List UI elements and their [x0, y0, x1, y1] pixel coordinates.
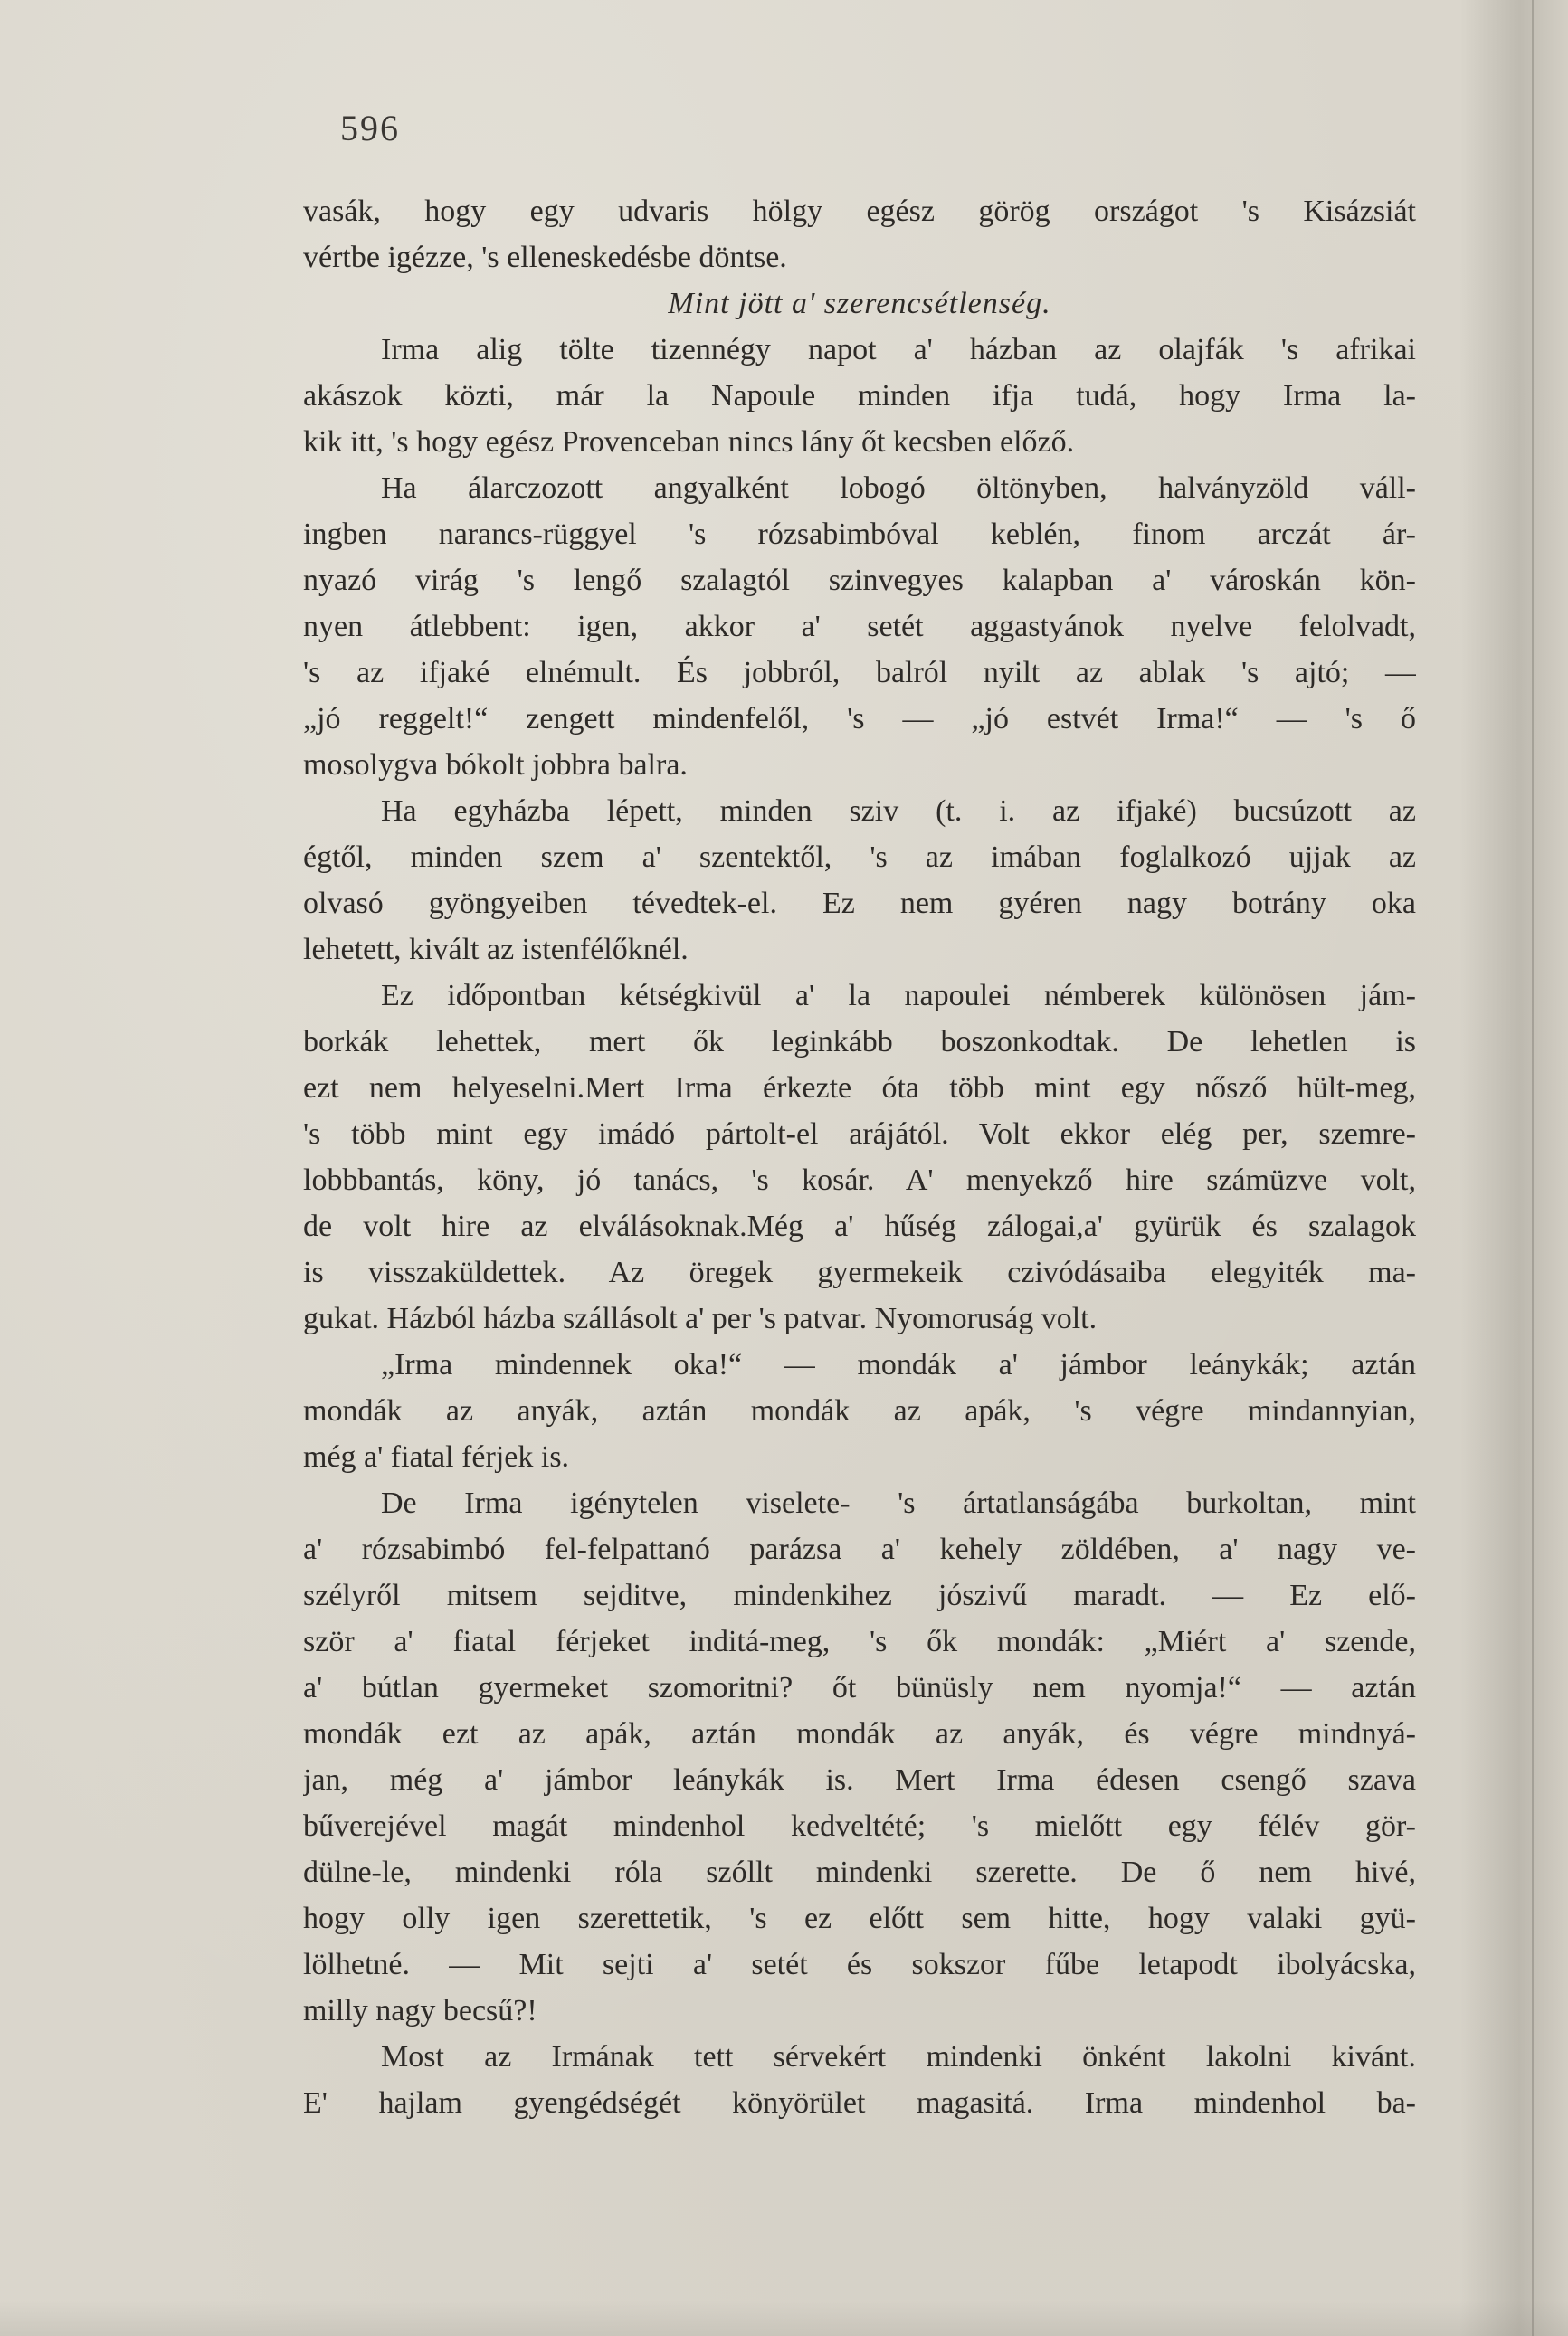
- page-number: 596: [340, 108, 400, 148]
- text-line: szélyről mitsem sejditve, mindenkihez jószivű maradt. — Ez elő-: [303, 1579, 1416, 1612]
- text-line: ször a' fiatal férjeket inditá-meg, 's ők mondák: „Miért a' szende,: [303, 1625, 1416, 1658]
- text-line: milly nagy becsű?!: [303, 1994, 537, 2027]
- body-text: [303, 188, 1416, 2126]
- text-line: ingben narancs-rüggyel 's rózsabimbóval keblén, finom arczát ár-: [303, 518, 1416, 551]
- text-line: akászok közti, már la Napoule minden ifja tudá, hogy Irma la-: [303, 379, 1416, 413]
- section-heading: Mint jött a' szerencsétlenség.: [668, 287, 1051, 320]
- text-line: de volt hire az elválásoknak.Még a' hűség zálogai,a' gyürük és szalagok: [303, 1210, 1416, 1243]
- text-line: ezt nem helyeselni.Mert Irma érkezte óta több mint egy nősző hült-meg,: [303, 1071, 1416, 1105]
- text-line: jan, még a' jámbor leánykák is. Mert Irma édesen csengő szava: [303, 1763, 1416, 1797]
- text-line: De Irma igénytelen viselete- 's ártatlanságába burkoltan, mint: [381, 1486, 1416, 1520]
- text-line: „jó reggelt!“ zengett mindenfelől, 's — „jó estvét Irma!“ — 's ő: [303, 702, 1416, 736]
- text-line: vértbe igézze, 's elleneskedésbe döntse.: [303, 241, 787, 274]
- text-line: égtől, minden szem a' szentektől, 's az imában foglalkozó ujjak az: [303, 840, 1416, 874]
- text-line: mosolygva bókolt jobbra balra.: [303, 748, 688, 782]
- text-line: lehetett, kivált az istenfélőknél.: [303, 933, 689, 966]
- text-line: mondák az anyák, aztán mondák az apák, 's végre mindannyian,: [303, 1394, 1416, 1428]
- text-line: kik itt, 's hogy egész Provenceban nincs lány őt kecsben előző.: [303, 425, 1075, 459]
- text-line: bűverejével magát mindenhol kedveltété; 's mielőtt egy félév gör-: [303, 1809, 1416, 1843]
- text-line: E' hajlam gyengédségét könyörület magasitá. Irma mindenhol ba-: [303, 2086, 1416, 2120]
- text-line: lölhetné. — Mit sejti a' setét és sokszor fűbe letapodt ibolyácska,: [303, 1948, 1416, 1981]
- text-line: lobbbantás, köny, jó tanács, 's kosár. A' menyekző hire számüzve volt,: [303, 1163, 1416, 1197]
- text-line: dülne-le, mindenki róla szóllt mindenki szerette. De ő nem hivé,: [303, 1856, 1416, 1889]
- text-line: hogy olly igen szerettetik, 's ez előtt sem hitte, hogy valaki gyü-: [303, 1902, 1416, 1935]
- text-line: még a' fiatal férjek is.: [303, 1440, 570, 1474]
- page-fold-line: [1532, 0, 1534, 2336]
- text-line: a' rózsabimbó fel-felpattanó parázsa a' kehely zöldében, a' nagy ve-: [303, 1533, 1416, 1566]
- text-line: is visszaküldettek. Az öregek gyermekeik czivódásaiba elegyiték ma-: [303, 1256, 1416, 1289]
- text-line: a' bútlan gyermeket szomoritni? őt bünüsly nem nyomja!“ — aztán: [303, 1671, 1416, 1705]
- text-line: nyen átlebbent: igen, akkor a' setét aggastyánok nyelve felolvadt,: [303, 610, 1416, 643]
- text-line: vasák, hogy egy udvaris hölgy egész görög országot 's Kisázsiát: [303, 195, 1416, 228]
- page-gutter-shadow: [1459, 0, 1568, 2336]
- page-bottom-shadow: [0, 2300, 1568, 2336]
- text-line: borkák lehettek, mert ők leginkább boszonkodtak. De lehetlen is: [303, 1025, 1416, 1059]
- text-line: Most az Irmának tett sérvekért mindenki önként lakolni kivánt.: [381, 2040, 1416, 2074]
- text-line: Ha álarczozott angyalként lobogó öltönyben, halványzöld váll-: [381, 471, 1416, 505]
- text-line: 's több mint egy imádó pártolt-el arájától. Volt ekkor elég per, szemre-: [303, 1117, 1416, 1151]
- text-line: olvasó gyöngyeiben tévedtek-el. Ez nem gyéren nagy botrány oka: [303, 887, 1416, 920]
- text-line: 's az ifjaké elnémult. És jobbról, balról nyilt az ablak 's ajtó; —: [303, 656, 1416, 689]
- text-line: „Irma mindennek oka!“ — mondák a' jámbor leánykák; aztán: [381, 1348, 1416, 1382]
- text-line: Ha egyházba lépett, minden sziv (t. i. az ifjaké) bucsúzott az: [381, 794, 1416, 828]
- text-line: gukat. Házból házba szállásolt a' per 's patvar. Nyomoruság volt.: [303, 1302, 1098, 1335]
- text-line: Irma alig tölte tizennégy napot a' házban az olajfák 's afrikai: [381, 333, 1416, 366]
- text-line: mondák ezt az apák, aztán mondák az anyák, és végre mindnyá-: [303, 1717, 1416, 1751]
- text-line: nyazó virág 's lengő szalagtól szinvegyes kalapban a' városkán kön-: [303, 564, 1416, 597]
- text-line: Ez időpontban kétségkivül a' la napoulei némberek különösen jám-: [381, 979, 1416, 1012]
